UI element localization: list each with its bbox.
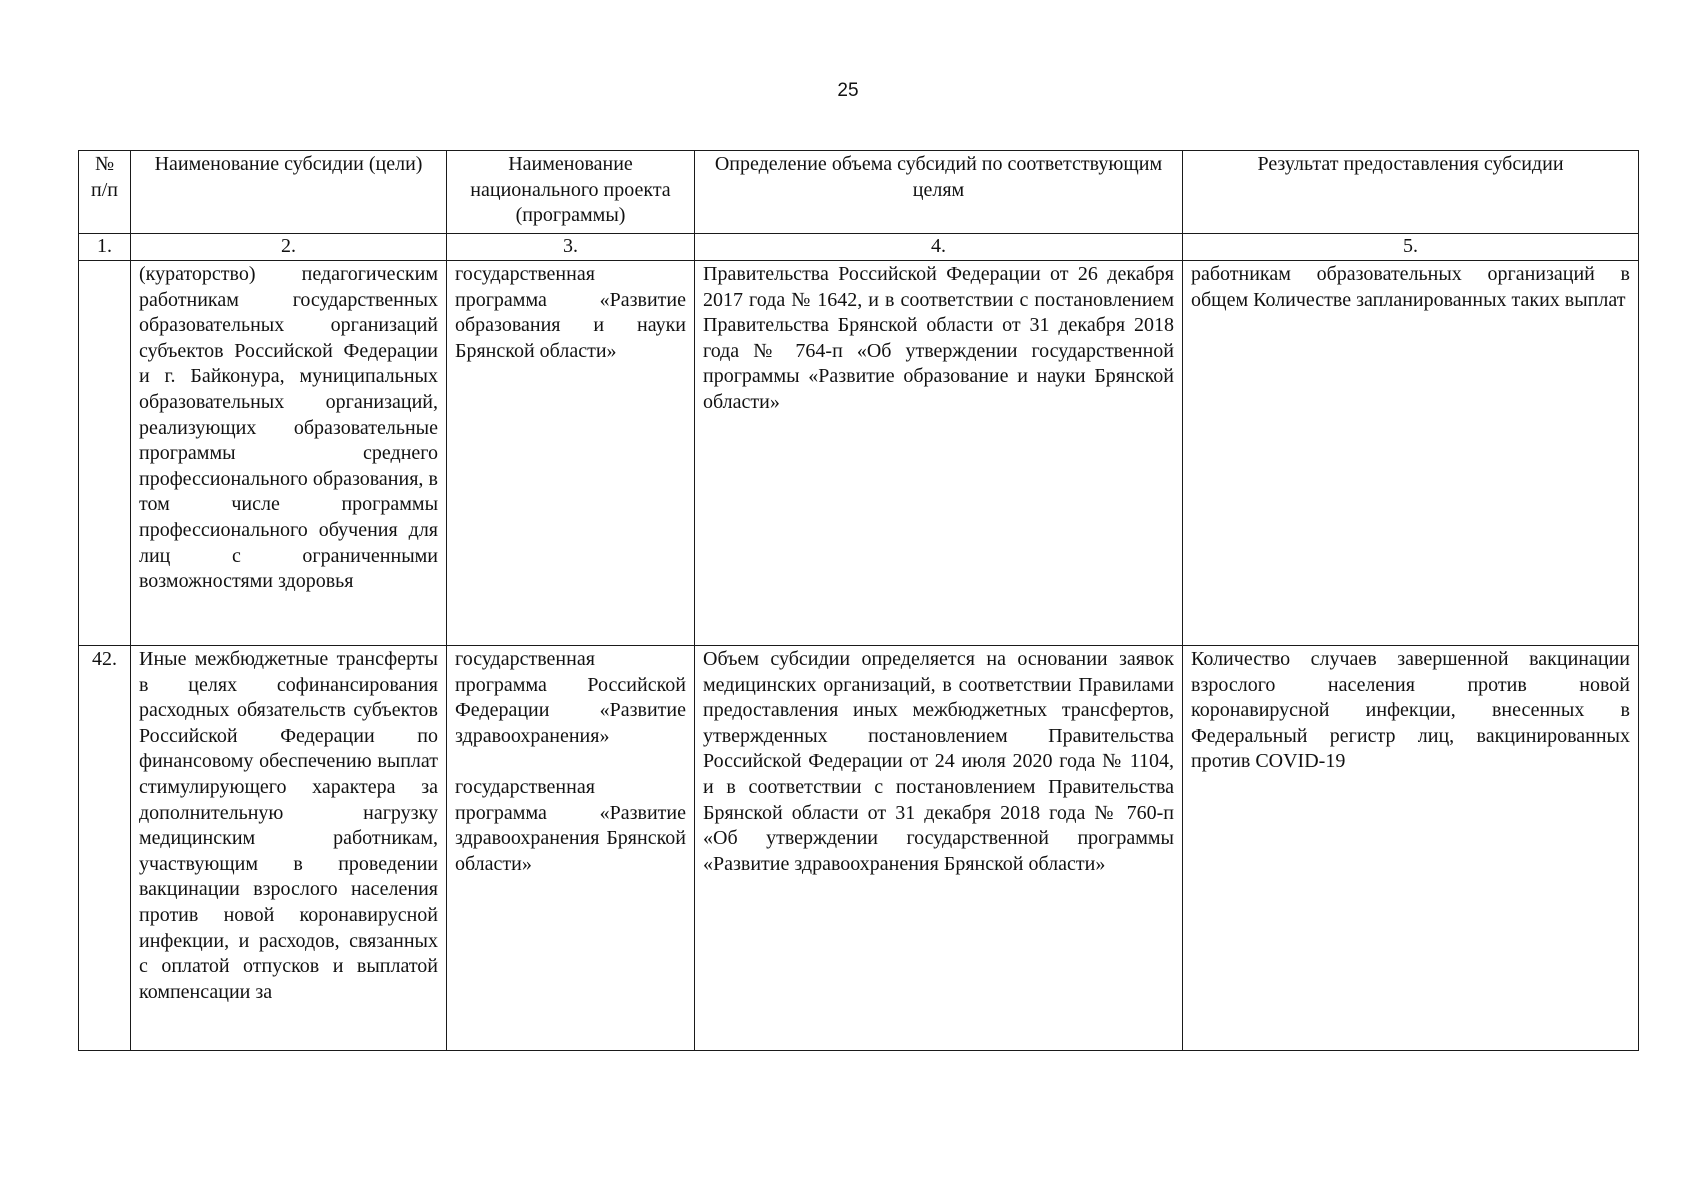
- column-number: 4.: [695, 234, 1183, 261]
- row-index: 42.: [79, 646, 131, 1051]
- header-subsidy-name: Наименование субсидии (цели): [131, 151, 447, 234]
- header-result: Результат предоставления субсидии: [1183, 151, 1639, 234]
- header-national-project: Наименование национального проекта (программы): [447, 151, 695, 234]
- program-cell: [447, 261, 695, 646]
- result-cell: Количество случаев завершенной вакцинации взрослого населения против новой коронавирусной инфекции, внесенных в Федеральный регистр лиц, вакцинированных против COVID-19: [1183, 646, 1639, 1051]
- column-number: 1.: [79, 234, 131, 261]
- row-index: [79, 261, 131, 646]
- program-text: государственная программа Российской Федерации «Развитие здравоохранения»: [455, 648, 686, 747]
- program-extra-text: государственная программа «Развитие здравоохранения Брянской области»: [455, 775, 686, 875]
- column-number: 5.: [1183, 234, 1639, 261]
- volume-definition-cell: Объем субсидии определяется на основании заявок медицинских организаций, в соответствии Правилами предоставления иных межбюджетных трансфертов, утвержденных постановлением Правительства Российской Федерации от 24 июля 2020 года № 1104, и в соответствии с постановлением Правительства Брянской области от 31 декабря 2018 года № 760-п «Об утверждении государственной программы «Развитие здравоохранения Брянской области»: [695, 646, 1183, 1051]
- table-row: [79, 646, 1639, 1051]
- subsidy-name-cell: Иные межбюджетные трансферты в целях софинансирования расходных обязательств субъектов Российской Федерации по финансовому обеспечению выплат стимулирующего характера за дополнительную нагрузку медицинским работникам, участвующим в проведении вакцинации взрослого населения против новой коронавирусной инфекции, и расходов, связанных с оплатой отпусков и выплатой компенсации за: [131, 646, 447, 1051]
- column-number-row: [79, 234, 1639, 261]
- table-header-row: [79, 151, 1639, 234]
- program-text: государственная программа «Развитие образования и науки Брянской области»: [455, 263, 686, 362]
- column-number: 2.: [131, 234, 447, 261]
- header-volume-definition: Определение объема субсидий по соответствующим целям: [695, 151, 1183, 234]
- header-number: № п/п: [79, 151, 131, 234]
- page-number: 25: [837, 80, 859, 101]
- table-row: [79, 261, 1639, 646]
- volume-definition-cell: Правительства Российской Федерации от 26 декабря 2017 года № 1642, и в соответствии с постановлением Правительства Брянской области от 31 декабря 2018 года № 764-п «Об утверждении государственной программы «Развитие образование и науки Брянской области»: [695, 261, 1183, 646]
- subsidy-name-cell: (кураторство) педагогическим работникам государственных образовательных организаций субъектов Российской Федерации и г. Байконура, муниципальных образовательных организаций, реализующих образовательные программы среднего профессионального образования, в том числе программы профессионального обучения для лиц с ограниченными возможностями здоровья: [131, 261, 447, 646]
- column-number: 3.: [447, 234, 695, 261]
- result-cell: работникам образовательных организаций в общем Количестве запланированных таких выплат: [1183, 261, 1639, 646]
- program-spacer: [455, 749, 686, 775]
- program-cell: [447, 646, 695, 1051]
- subsidy-table: [78, 150, 1639, 1051]
